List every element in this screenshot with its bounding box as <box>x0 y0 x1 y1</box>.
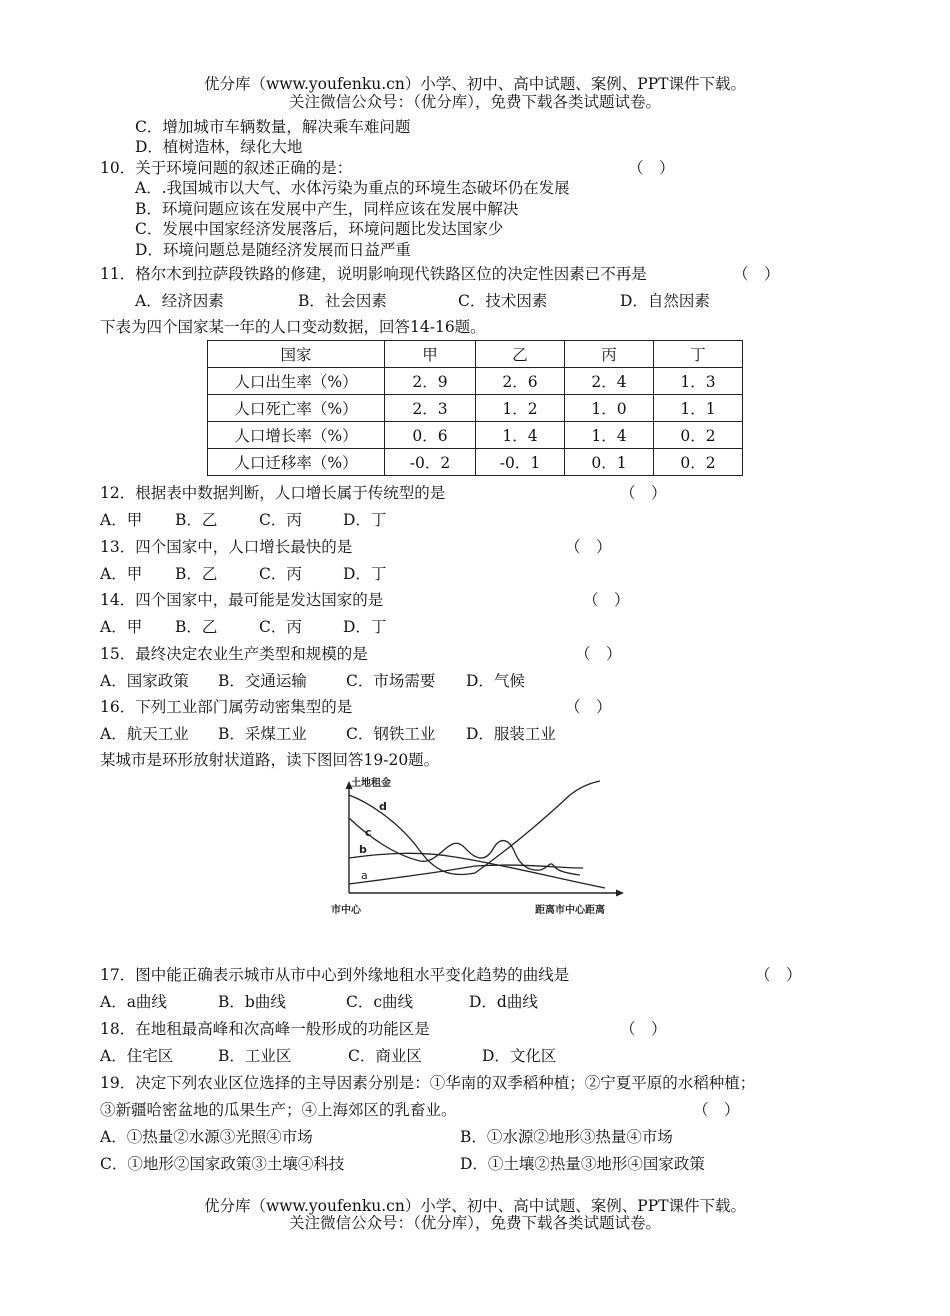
q18-option-c: C．商业区 <box>348 1047 422 1065</box>
table-cell: 0．1 <box>565 449 654 476</box>
q18-option-b: B．工业区 <box>218 1047 292 1065</box>
table-cell: 1．4 <box>476 422 565 449</box>
q9-option-d: D．植树造林，绿化大地 <box>135 138 303 156</box>
y-axis-label: 土地租金 <box>351 778 391 789</box>
q10-option-d: D．环境问题总是随经济发展而日益严重 <box>135 241 411 259</box>
q18-stem: 18．在地租最高峰和次高峰一般形成的功能区是 <box>100 1020 430 1038</box>
q11-blank: （ ） <box>733 265 780 283</box>
q10-option-a: A．.我国城市以大气、水体污染为重点的环境生态破坏仍在发展 <box>135 179 570 197</box>
q11-option-c: C．技术因素 <box>458 292 548 310</box>
q11-option-d: D．自然因素 <box>620 292 710 310</box>
q18-blank: （ ） <box>620 1020 667 1038</box>
table-cell: 1．2 <box>476 395 565 422</box>
q18-options <box>100 1046 556 1066</box>
q11-option-b: B．社会因素 <box>298 292 387 310</box>
table-cell: 人口出生率（%） <box>208 368 385 395</box>
table-cell: 2．6 <box>476 368 565 395</box>
q13-option-d: D．丁 <box>343 565 387 583</box>
table-cell: 人口死亡率（%） <box>208 395 385 422</box>
table-row <box>208 395 743 422</box>
origin-label: 市中心 <box>331 905 361 916</box>
table-cell: -0．2 <box>385 449 476 476</box>
q15-option-a: A．国家政策 <box>100 672 189 690</box>
q17-options <box>100 992 538 1012</box>
q12-stem: 12．根据表中数据判断，人口增长属于传统型的是 <box>100 484 446 502</box>
table-cell: 0．2 <box>654 449 743 476</box>
q16-option-d: D．服装工业 <box>466 725 556 743</box>
x-axis-label: 距离市中心距离 <box>535 905 605 916</box>
q14-option-c: C．丙 <box>259 618 302 636</box>
q9-option-c: C．增加城市车辆数量，解决乘车难问题 <box>135 118 411 136</box>
q14-blank: （ ） <box>583 591 630 609</box>
table-cell: 2．3 <box>385 395 476 422</box>
q15-options <box>100 671 525 691</box>
table-header-cell: 乙 <box>476 341 565 368</box>
q12-option-a: A．甲 <box>100 511 143 529</box>
table-row <box>208 368 743 395</box>
table-cell: 1．0 <box>565 395 654 422</box>
table-cell: 人口增长率（%） <box>208 422 385 449</box>
q16-options <box>100 724 556 744</box>
q17-blank: （ ） <box>755 966 802 984</box>
q12-options <box>100 510 386 530</box>
q15-option-d: D．气候 <box>466 672 525 690</box>
q12-option-d: D．丁 <box>343 511 387 529</box>
q15-option-b: B．交通运输 <box>218 672 307 690</box>
curve-label-d: d <box>379 800 387 813</box>
q19-stem: 19．决定下列农业区位选择的主导因素分别是：①华南的双季稻种植；②宁夏平原的水稻种植； <box>100 1074 756 1092</box>
curve-label-b: b <box>359 843 367 856</box>
table-intro: 下表为四个国家某一年的人口变动数据，回答14-16题。 <box>100 318 486 336</box>
q12-option-c: C．丙 <box>259 511 302 529</box>
footer-line-1: 优分库（www.youfenku.cn）小学、初中、高中试题、案例、PPT课件下载。 <box>203 1197 747 1215</box>
q17-option-b: B．b曲线 <box>218 993 286 1011</box>
table-header-cell: 丙 <box>565 341 654 368</box>
curve-label-c: c <box>365 826 372 839</box>
q14-stem: 14．四个国家中，最可能是发达国家的是 <box>100 591 384 609</box>
q14-options <box>100 617 386 637</box>
q11-stem: 11．格尔木到拉萨段铁路的修建，说明影响现代铁路区位的决定性因素已不再是 <box>100 265 647 283</box>
table-header-cell: 丁 <box>654 341 743 368</box>
table-cell: -0．1 <box>476 449 565 476</box>
q12-blank: （ ） <box>620 484 667 502</box>
q16-option-b: B．采煤工业 <box>218 725 307 743</box>
q13-option-b: B．乙 <box>175 565 218 583</box>
population-table <box>207 340 743 476</box>
q15-option-c: C．市场需要 <box>346 672 436 690</box>
q16-option-c: C．钢铁工业 <box>346 725 436 743</box>
q13-blank: （ ） <box>565 538 612 556</box>
table-cell: 2．9 <box>385 368 476 395</box>
q10-blank: （ ） <box>628 159 675 177</box>
q10-option-c: C．发展中国家经济发展落后，环境问题比发达国家少 <box>135 220 504 238</box>
q11-option-a: A．经济因素 <box>135 292 224 310</box>
chart-intro: 某城市是环形放射状道路，读下图回答19-20题。 <box>100 751 440 769</box>
q19-blank: （ ） <box>693 1101 740 1119</box>
table-cell: 1．4 <box>565 422 654 449</box>
q19-option-d: D．①土壤②热量③地形④国家政策 <box>460 1155 705 1173</box>
q14-option-d: D．丁 <box>343 618 387 636</box>
table-cell: 1．3 <box>654 368 743 395</box>
q19-option-c: C．①地形②国家政策③土壤④科技 <box>100 1155 345 1173</box>
q19-stem-2: ③新疆哈密盆地的瓜果生产；④上海郊区的乳畜业。 <box>100 1101 457 1119</box>
q12-option-b: B．乙 <box>175 511 218 529</box>
q10-option-b: B．环境问题应该在发展中产生，同样应该在发展中解决 <box>135 200 519 218</box>
q10-stem: 10．关于环境问题的叙述正确的是： <box>100 159 353 177</box>
q19-option-b: B．①水源②地形③热量④市场 <box>460 1128 673 1146</box>
header-line-1: 优分库（www.youfenku.cn）小学、初中、高中试题、案例、PPT课件下载。 <box>203 75 747 93</box>
q13-options <box>100 564 386 584</box>
footer-line-2: 关注微信公众号：（优分库），免费下载各类试题试卷。 <box>288 1214 661 1232</box>
q18-option-a: A．住宅区 <box>100 1047 174 1065</box>
q14-option-a: A．甲 <box>100 618 143 636</box>
q17-option-c: C．c曲线 <box>346 993 414 1011</box>
q19-option-a: A．①热量②水源③光照④市场 <box>100 1128 313 1146</box>
table-row <box>208 449 743 476</box>
q13-stem: 13．四个国家中，人口增长最快的是 <box>100 538 353 556</box>
q17-option-d: D．d曲线 <box>469 993 538 1011</box>
q14-option-b: B．乙 <box>175 618 218 636</box>
q17-option-a: A．a曲线 <box>100 993 167 1011</box>
table-cell: 0．6 <box>385 422 476 449</box>
curve-b <box>349 853 605 888</box>
table-cell: 0．2 <box>654 422 743 449</box>
table-header-row <box>208 341 743 368</box>
land-rent-chart <box>325 773 635 923</box>
x-axis-arrow-icon <box>616 890 624 897</box>
table-cell: 1．1 <box>654 395 743 422</box>
q15-stem: 15．最终决定农业生产类型和规模的是 <box>100 645 368 663</box>
table-cell: 2．4 <box>565 368 654 395</box>
q13-option-c: C．丙 <box>259 565 302 583</box>
table-header-cell: 甲 <box>385 341 476 368</box>
table-header-cell: 国家 <box>208 341 385 368</box>
q13-option-a: A．甲 <box>100 565 143 583</box>
curve-label-a: a <box>361 869 368 882</box>
q16-stem: 16．下列工业部门属劳动密集型的是 <box>100 698 353 716</box>
header-line-2: 关注微信公众号：（优分库），免费下载各类试题试卷。 <box>288 93 661 111</box>
q16-blank: （ ） <box>565 698 612 716</box>
q17-stem: 17．图中能正确表示城市从市中心到外缘地租水平变化趋势的曲线是 <box>100 966 570 984</box>
q15-blank: （ ） <box>575 645 622 663</box>
table-row <box>208 422 743 449</box>
q16-option-a: A．航天工业 <box>100 725 189 743</box>
q18-option-d: D．文化区 <box>482 1047 557 1065</box>
table-cell: 人口迁移率（%） <box>208 449 385 476</box>
